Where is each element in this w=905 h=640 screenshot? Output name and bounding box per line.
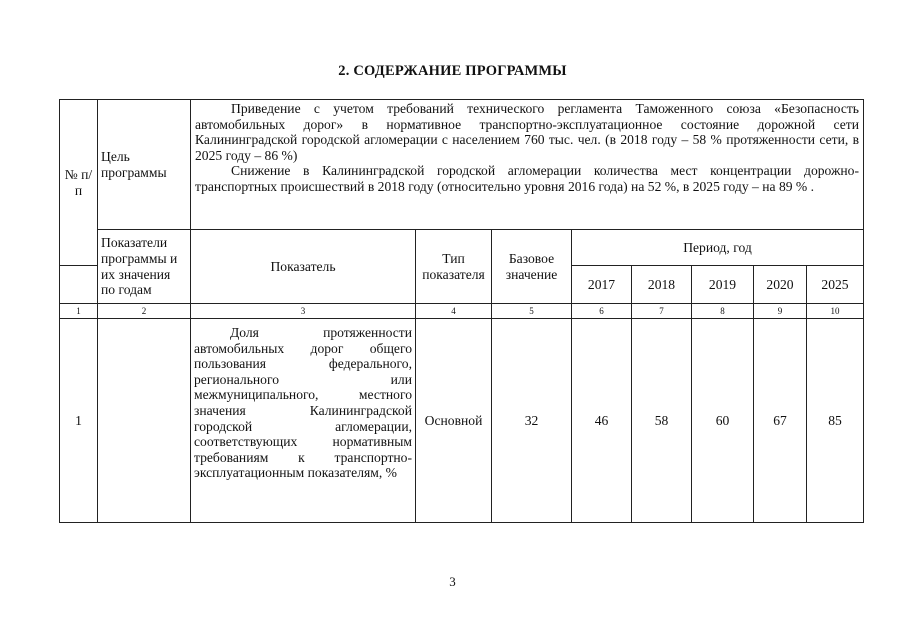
table-row [60,319,864,523]
empty-cell [98,319,191,523]
indicator-column-header: Показатель [191,230,416,304]
year-value-cell: 60 [692,319,754,523]
goal-text-cell [191,100,864,230]
column-number: 6 [572,304,632,319]
indicators-label-cell: Показатели программы и их значения по годам [98,230,191,304]
indicator-text-cell [191,319,416,523]
base-column-header: Базовое значение [492,230,572,304]
type-column-header: Тип показателя [416,230,492,304]
column-number: 10 [807,304,864,319]
column-number: 2 [98,304,191,319]
column-number: 5 [492,304,572,319]
indicator-type-cell: Основной [416,319,492,523]
year-header: 2017 [572,266,632,304]
period-column-header: Период, год [572,230,864,266]
column-number: 9 [754,304,807,319]
section-title: 2. СОДЕРЖАНИЕ ПРОГРАММЫ [338,63,567,79]
base-value-cell: 32 [492,319,572,523]
indicator-text: Доля протяженности автомобильных дорог общего пользования федерального, регионального или межмуниципального, местного значения Калининградской городской агломерации, соответствующих нормативным требованиям к транспортно-эксплуатационным показателям, % [194,325,412,481]
year-header: 2020 [754,266,807,304]
column-number: 3 [191,304,416,319]
column-number: 7 [632,304,692,319]
header-row [60,230,864,266]
year-value-cell: 58 [632,319,692,523]
goal-paragraph-2: Снижение в Калининградской городской агломерации количества мест концентрации дорожно-транспортных происшествий в 2018 году (относительно уровня 2016 года) на 52 %, в 2025 году – на 89 % . [195,163,859,194]
column-number: 8 [692,304,754,319]
num-header-cell: № п/п [60,100,98,266]
program-table [59,99,864,523]
column-number: 1 [60,304,98,319]
num-header-cell-continued [60,266,98,304]
column-number: 4 [416,304,492,319]
year-header: 2025 [807,266,864,304]
year-header: 2019 [692,266,754,304]
year-value-cell: 85 [807,319,864,523]
page-number: 3 [449,574,456,589]
year-value-cell: 46 [572,319,632,523]
column-number-row [60,304,864,319]
year-value-cell: 67 [754,319,807,523]
row-number: 1 [60,319,98,523]
goal-row [60,100,864,230]
year-header: 2018 [632,266,692,304]
goal-paragraph-1: Приведение с учетом требований технического регламента Таможенного союза «Безопасность автомобильных дорог» в нормативное транспортно-эксплуатационное состояние дорожной сети Калининградской городской агломерации с населением 760 тыс. чел. (в 2018 году – 58 % протяженности сети, в 2025 году – 86 %) [195,101,859,163]
goal-label-cell: Цель программы [98,100,191,230]
